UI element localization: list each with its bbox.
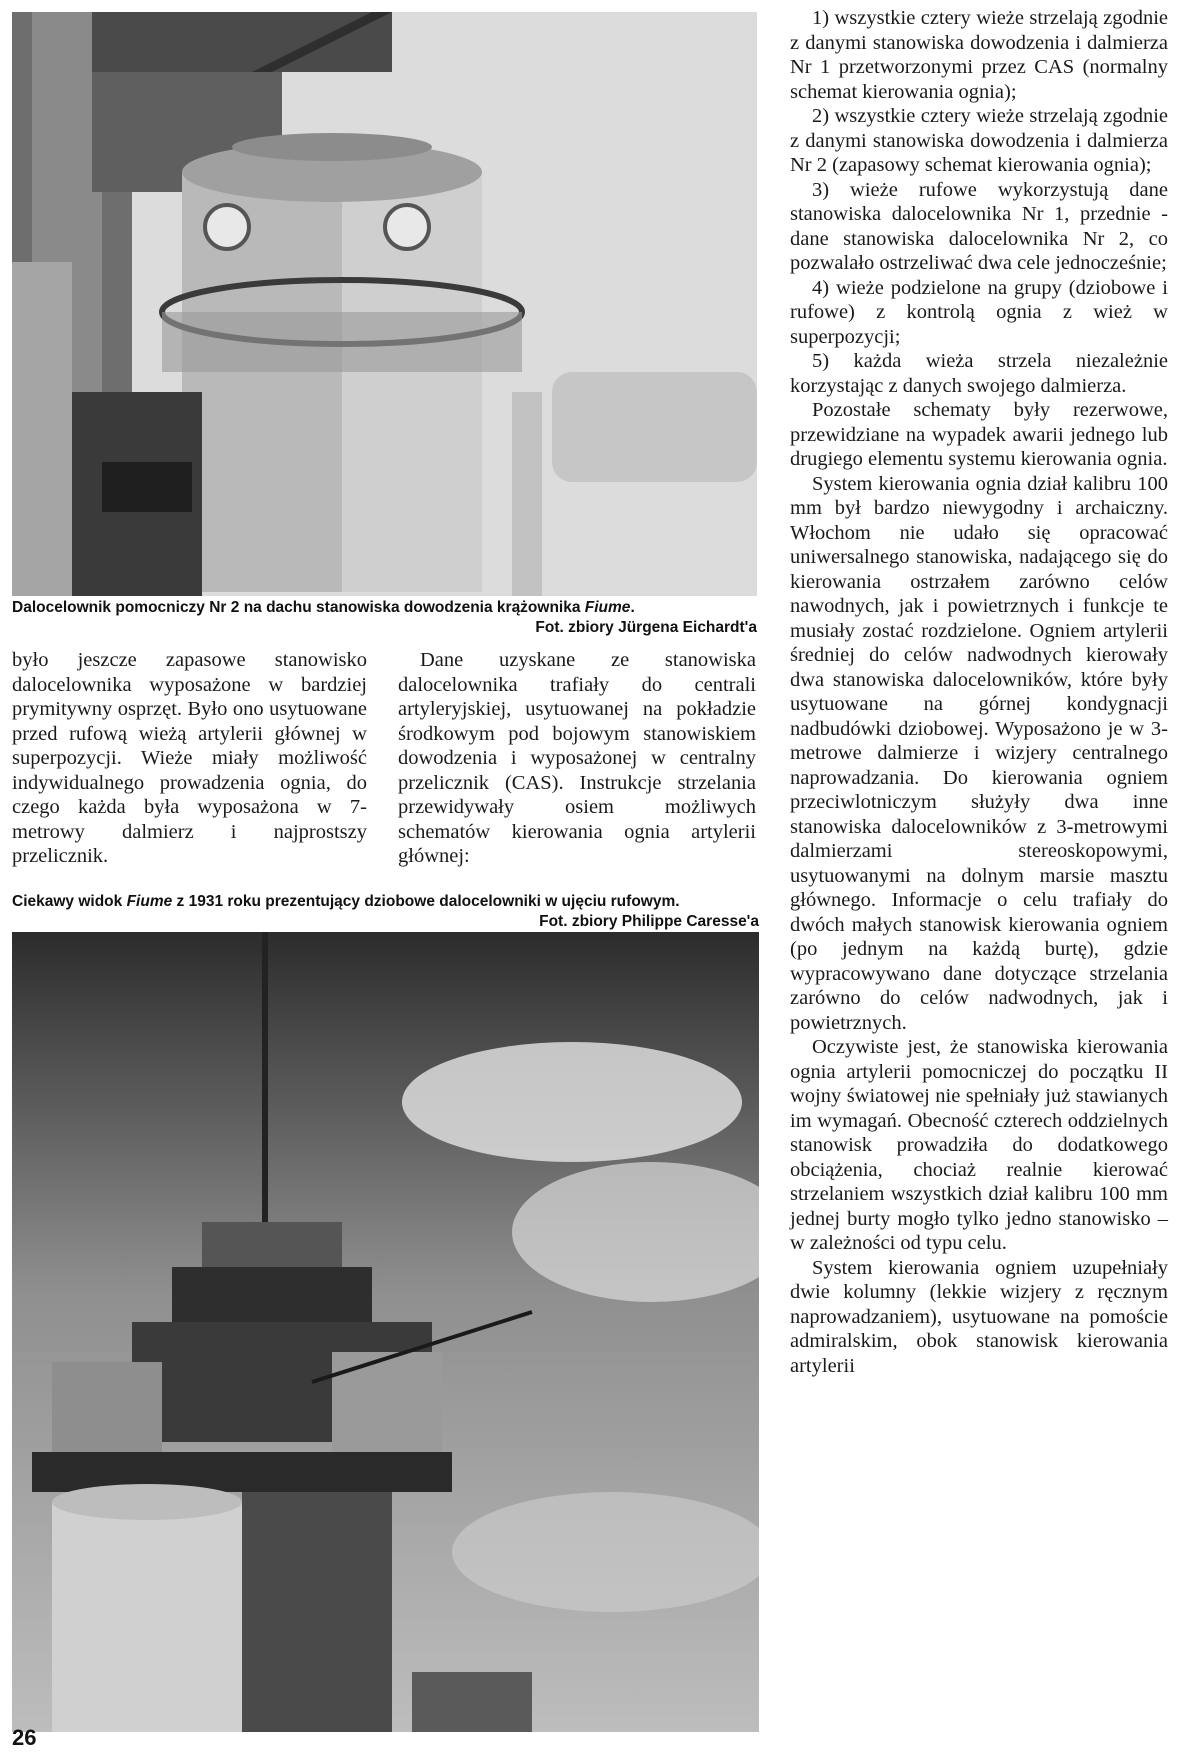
text-column-right [790, 6, 1168, 1378]
caption-ship-name: Fiume [584, 599, 631, 616]
paragraph: System kierowania ogniem uzupełniały dwie kolumny (lekkie wizjery z ręcznym naprowadzaniem), usytuowane na pomoście admiralskim, obok stanowisk kierowania artylerii [790, 1256, 1168, 1377]
caption-ship-name: Fiume [126, 893, 173, 910]
list-item: 4) wieże podzielone na grupy (dziobowe i rufowe) z kontrolą ognia z wież w superpozycji; [790, 276, 1168, 348]
list-item: 5) każda wieża strzela niezależnie korzystając z danych swojego dalmierza. [790, 350, 1168, 397]
paragraph: było jeszcze zapasowe stanowisko dalocelownika wyposażone w bardziej prymitywny osprzęt. Było ono usytuowane przed rufową wieżą artylerii głównej w superpozycji. Wieże miały możliwość indywidualnego prowadzenia ognia, do czego każda była wyposażona w 7-metrowy dalmierz i najprostszy przelicznik. [12, 649, 367, 867]
page-number: 26 [12, 1725, 37, 1750]
superstructure-photo-illustration [12, 932, 759, 1732]
rangefinder-photo [12, 12, 757, 596]
text-column-middle [398, 648, 756, 869]
list-item: 3) wieże rufowe wykorzystują dane stanowiska dalocelownika Nr 1, przednie - dane stanowiska dalocelownika Nr 2, co pozwalało ostrzeliwać dwa cele jednocześnie; [790, 178, 1168, 274]
photo-credit: Fot. zbiory Jürgena Eichardt'a [535, 619, 757, 636]
photo-credit: Fot. zbiory Philippe Caresse'a [539, 913, 759, 930]
paragraph: System kierowania ognia dział kalibru 100 mm był bardzo niewygodny i archaiczny. Włochom nie udało się opracować uniwersalnego stanowiska, nadającego się do kierowania ostrzałem zarówno celów nawodnych, jak i powietrznych i funkcje te musiały zostać rozdzielone. Ogniem artylerii średniej do celów nadwodnych kierowały dwa stanowiska dalocelowników, które były usytuowane na górnej kondygnacji nadbudówki dziobowej. Wyposażono je w 3-metrowe dalmierze i wizjery centralnego naprowadzania. Do kierowania ogniem przeciwlotniczym służyły dwa inne stanowiska dalocelowników z 3-metrowymi dalmierzami stereoskopowymi, usytuowanymi na dolnym marsie masztu głównego. Informacje o celu trafiały do dwóch małych stanowisk kierowania ogniem (po jednym na każdą burtę), gdzie wypracowywano dane dotyczące strzelania zarówno do celów nadwodnych, jak i powietrznych. [790, 472, 1168, 1034]
caption-text-end: z 1931 roku prezentujący dziobowe dalocelowniki w ujęciu rufowym. [172, 893, 680, 910]
list-item: 2) wszystkie cztery wieże strzelają zgodnie z danymi stanowiska dowodzenia i dalmierza Nr 2 (zapasowy schemat kierowania ognia); [790, 105, 1168, 176]
paragraph: Pozostałe schematy były rezerwowe, przewidziane na wypadek awarii jednego lub drugiego elementu systemu kierowania ognia. [790, 399, 1168, 470]
caption-text-end: . [630, 599, 635, 616]
photo-caption [12, 892, 759, 932]
list-item: 1) wszystkie cztery wieże strzelają zgodnie z danymi stanowiska dowodzenia i dalmierza Nr 1 przetworzonymi przez CAS (normalny schemat kierowania ognia); [790, 7, 1168, 103]
paragraph: Oczywiste jest, że stanowiska kierowania ognia artylerii pomocniczej do początku II wojny światowej nie spełniały już stawianych im wymagań. Obecność czterech oddzielnych stanowisk prowadziła do dodatkowego obciążenia, chociaż realnie kierować strzelaniem wszystkich dział kalibru 100 mm jednej burty mogło tylko jedno stanowisko – w zależności od typu celu. [790, 1036, 1168, 1254]
caption-text: Dalocelownik pomocniczy Nr 2 na dachu stanowiska dowodzenia krążownika [12, 599, 585, 616]
rangefinder-photo-illustration [12, 12, 757, 596]
paragraph: Dane uzyskane ze stanowiska dalocelownika trafiały do centrali artyleryjskiej, usytuowanej na pokładzie środkowym pod bojowym stanowiskiem dowodzenia i wyposażonej w centralny przelicznik (CAS). Instrukcje strzelania przewidywały osiem możliwych schematów kierowania ognia artylerii głównej: [398, 649, 756, 867]
caption-text: Ciekawy widok [12, 893, 127, 910]
text-column-left [12, 648, 367, 869]
photo-caption [12, 598, 757, 638]
superstructure-photo [12, 932, 759, 1732]
